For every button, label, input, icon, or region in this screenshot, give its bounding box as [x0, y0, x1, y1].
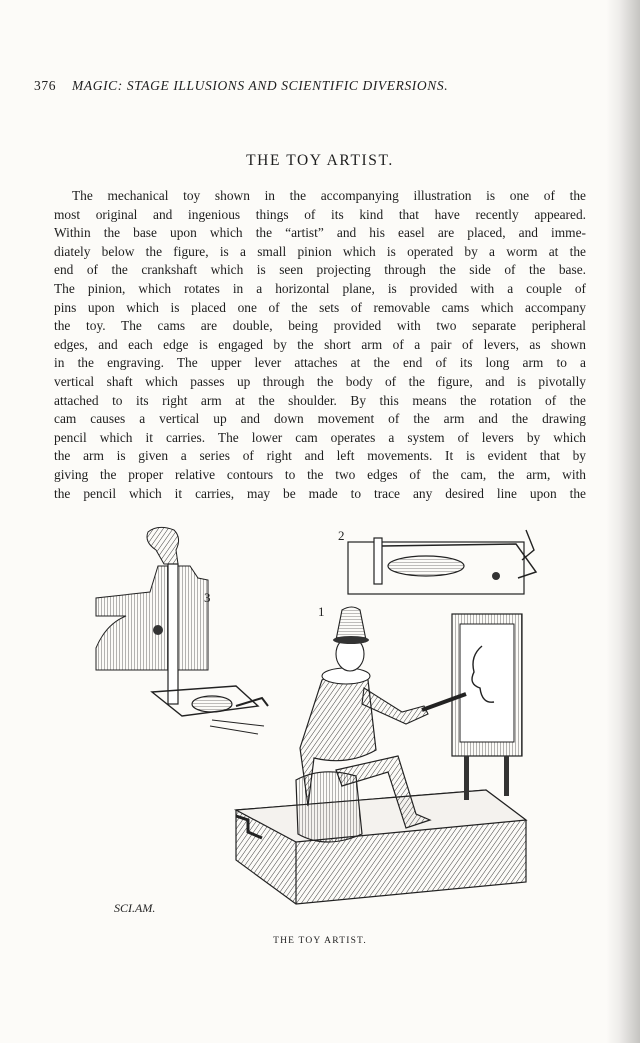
paragraph-line: giving the proper relative contours to the two edges of the cam, the arm, with — [54, 466, 586, 482]
paragraph-line: vertical shaft which passes up through the body of the figure, and is pivotally — [54, 373, 586, 389]
toy-artist-main-figure — [236, 607, 526, 904]
running-head — [34, 78, 594, 94]
toy-artist-engraving — [86, 520, 556, 922]
paragraph-line: most original and ingenious things of its kind that have recently appeared. — [54, 206, 586, 222]
paragraph-line: the pencil which it carries, may be made to trace any desired line upon the — [54, 485, 586, 501]
cam-mechanism-diagram — [348, 530, 536, 594]
paragraph-line: Within the base upon which the “artist” and his easel are placed, and imme- — [54, 225, 586, 241]
figure-label-3: 3 — [204, 590, 211, 605]
section-title: THE TOY ARTIST. — [246, 152, 394, 169]
body-paragraph — [54, 187, 586, 503]
paragraph-line: diately below the figure, is a small pinion which is operated by a worm at the — [54, 243, 586, 259]
paragraph-line: attached to its right arm at the shoulder. By this means the rotation of the — [54, 392, 586, 408]
engraving-figure — [86, 520, 556, 922]
page-number: 376 — [34, 78, 57, 93]
paragraph-line: pins upon which is placed one of the sets of removable cams which accompany — [54, 299, 586, 315]
paragraph-line: The mechanical toy shown in the accompanying illustration is one of the — [72, 188, 586, 203]
figure-label-2: 2 — [338, 528, 345, 543]
engraver-signature: SCI.AM. — [114, 901, 156, 915]
paragraph-line: in the engraving. The upper lever attaches at the end of its long arm to a — [54, 355, 586, 371]
arm-detail-diagram — [96, 527, 268, 734]
paragraph-line: the toy. The cams are double, being provided with two separate peripheral — [54, 318, 586, 334]
paragraph-line: The pinion, which rotates in a horizontal plane, is provided with a couple of — [54, 280, 586, 296]
figure-caption: THE TOY ARTIST. — [273, 936, 367, 946]
paragraph-line: end of the crankshaft which is seen projecting through the side of the base. — [54, 262, 586, 278]
running-head-title: MAGIC: STAGE ILLUSIONS AND SCIENTIFIC DIVERSIONS. — [72, 78, 449, 93]
paragraph-line: edges, and each edge is engaged by the short arm of a pair of levers, as shown — [54, 336, 586, 352]
paragraph-line: pencil which it carries. The lower cam operates a system of levers by which — [54, 429, 586, 445]
paragraph-line: the arm is given a series of right and left movements. It is evident that by — [54, 448, 586, 464]
paragraph-line: cam causes a vertical up and down movement of the arm and the drawing — [54, 411, 586, 427]
figure-label-1: 1 — [318, 604, 325, 619]
